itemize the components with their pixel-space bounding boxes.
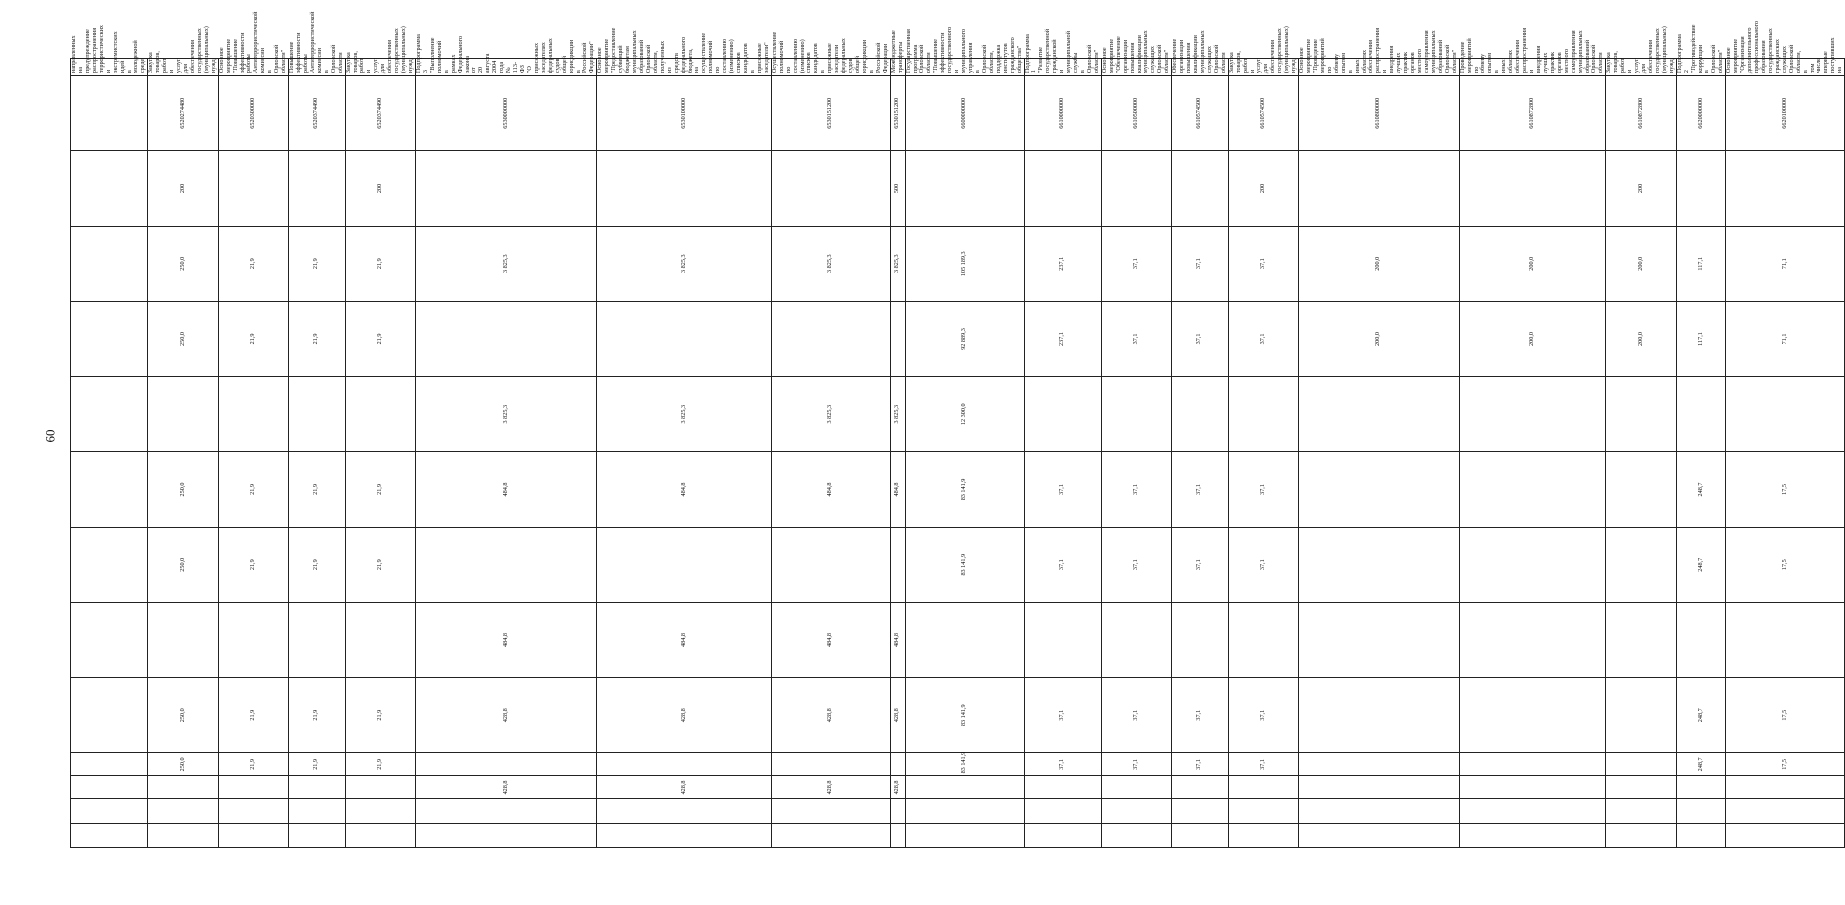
value-cell: 248,7: [1676, 753, 1726, 776]
code-cell: 6520374490: [289, 76, 346, 151]
value-cell: [71, 377, 148, 452]
value-cell: 237,1: [1024, 226, 1101, 301]
value-cell: [1228, 799, 1298, 823]
table-row: [1172, 59, 1229, 848]
value-cell: 37,1: [1228, 527, 1298, 602]
value-cell: [1172, 776, 1229, 799]
value-cell: [71, 823, 148, 847]
value-cell: 37,1: [1024, 452, 1101, 527]
value-cell: 21,9: [345, 678, 415, 753]
value-cell: 248,7: [1676, 527, 1726, 602]
value-cell: [1299, 823, 1460, 847]
value-cell: 21,9: [218, 678, 288, 753]
value-cell: [1726, 823, 1845, 847]
vr-cell: [1101, 151, 1171, 226]
vr-cell: [905, 151, 1024, 226]
value-cell: [1606, 527, 1676, 602]
budget-table-rotated: [70, 11, 1844, 848]
value-cell: [1606, 753, 1676, 776]
value-cell: [218, 377, 288, 452]
value-cell: [1101, 377, 1171, 452]
value-cell: 21,9: [289, 301, 346, 376]
value-cell: [415, 527, 596, 602]
value-cell: 21,9: [289, 226, 346, 301]
code-cell: 6610574500: [1172, 76, 1229, 151]
value-cell: 21,9: [218, 753, 288, 776]
value-cell: [771, 799, 890, 823]
table-row: [1606, 59, 1676, 848]
value-cell: [1459, 823, 1606, 847]
value-cell: [1459, 753, 1606, 776]
name-cell: Осуществление полномочий по составлению (изменению) списков кандидатов в присяжные заседатели федеральных судов общей юрисдикции в Российской Федерации: [771, 59, 890, 76]
value-cell: 21,9: [345, 753, 415, 776]
value-cell: [1459, 799, 1606, 823]
value-cell: [1459, 678, 1606, 753]
value-cell: [71, 799, 148, 823]
value-cell: 37,1: [1024, 753, 1101, 776]
value-cell: [289, 602, 346, 677]
name-cell: Закупка товаров, работ и услуг для обеспечения государственных (муниципальных) нужд: [345, 59, 415, 76]
name-cell: Обеспечение организации повышения квалификации муниципальных служащих Орловской области: [1172, 59, 1229, 76]
value-cell: [415, 823, 596, 847]
value-cell: [1299, 527, 1460, 602]
name-cell: Проведение мероприятий по обмену опытом в иных областях обеспечения распространения и внедрения лучших практик органов местного самоуправления муниципальных образований Орловской области: [1459, 59, 1606, 76]
value-cell: 71,1: [1726, 301, 1845, 376]
value-cell: [597, 527, 771, 602]
value-cell: [890, 301, 905, 376]
value-cell: [1299, 678, 1460, 753]
table-row: [890, 59, 905, 848]
value-cell: [289, 823, 346, 847]
value-cell: 37,1: [1172, 527, 1229, 602]
code-cell: [71, 76, 148, 151]
vr-cell: [771, 151, 890, 226]
value-cell: 92 889,3: [905, 301, 1024, 376]
value-cell: 17,5: [1726, 678, 1845, 753]
value-cell: [71, 226, 148, 301]
name-cell: Основное мероприятие "Проведение мероприятий по обмену опытом в иных областях обеспечения распространения и внедрения лучших практик органов местного самоуправления муниципальных образований Орловской области": [1299, 59, 1460, 76]
value-cell: [1606, 377, 1676, 452]
budget-table: [70, 11, 1845, 848]
value-cell: [1459, 602, 1606, 677]
code-cell: 6610000000: [1024, 76, 1101, 151]
vr-cell: [1459, 151, 1606, 226]
value-cell: [771, 301, 890, 376]
value-cell: 200,0: [1606, 301, 1676, 376]
value-cell: 200,0: [1606, 226, 1676, 301]
value-cell: [71, 678, 148, 753]
value-cell: [1228, 823, 1298, 847]
value-cell: 3 825,3: [771, 377, 890, 452]
value-cell: [771, 527, 890, 602]
value-cell: [905, 776, 1024, 799]
value-cell: 21,9: [289, 753, 346, 776]
value-cell: 21,9: [218, 226, 288, 301]
value-cell: 484,8: [771, 602, 890, 677]
value-cell: 200,0: [1299, 301, 1460, 376]
value-cell: 21,9: [218, 527, 288, 602]
value-cell: [345, 799, 415, 823]
code-cell: 6610574500: [1228, 76, 1298, 151]
code-cell: 6520300000: [218, 76, 288, 151]
value-cell: [415, 753, 596, 776]
vr-cell: [289, 151, 346, 226]
value-cell: 117,1: [1676, 226, 1726, 301]
name-cell: Межбюджетные трансферты: [890, 59, 905, 76]
code-cell: 6600000000: [905, 76, 1024, 151]
value-cell: [71, 301, 148, 376]
value-cell: [1172, 823, 1229, 847]
value-cell: 250,0: [148, 678, 218, 753]
value-cell: 3 825,3: [890, 377, 905, 452]
value-cell: 21,9: [345, 301, 415, 376]
value-cell: [1606, 678, 1676, 753]
table-row: [1101, 59, 1171, 848]
page-number: 60: [42, 429, 58, 443]
value-cell: 83 141,9: [905, 452, 1024, 527]
value-cell: [148, 776, 218, 799]
value-cell: [1299, 799, 1460, 823]
table-row: [148, 59, 218, 848]
value-cell: [1726, 377, 1845, 452]
name-cell: Повышение эффективности работы Антитеррористической комиссии в Орловской области: [289, 59, 346, 76]
value-cell: 83 141,9: [905, 527, 1024, 602]
name-cell: Закупка товаров, работ и услуг для обеспечения государственных (муниципальных) нужд: [148, 59, 218, 76]
value-cell: [218, 776, 288, 799]
table-row: [1228, 59, 1298, 848]
value-cell: [1299, 602, 1460, 677]
code-cell: 6610800000: [1299, 76, 1460, 151]
value-cell: [1299, 377, 1460, 452]
value-cell: [1172, 602, 1229, 677]
value-cell: 21,9: [289, 452, 346, 527]
code-cell: 6610872800: [1459, 76, 1606, 151]
value-cell: 37,1: [1101, 527, 1171, 602]
value-cell: [1676, 776, 1726, 799]
value-cell: [71, 602, 148, 677]
value-cell: 484,8: [597, 602, 771, 677]
name-cell: Подпрограмма 1 "Развитие государственной гражданской и муниципальной службы в Орловской области": [1024, 59, 1101, 76]
value-cell: [890, 753, 905, 776]
vr-cell: [1024, 151, 1101, 226]
value-cell: 428,8: [771, 678, 890, 753]
value-cell: [1459, 527, 1606, 602]
value-cell: 17,5: [1726, 452, 1845, 527]
value-cell: [1726, 776, 1845, 799]
value-cell: 484,8: [415, 602, 596, 677]
value-cell: 37,1: [1024, 678, 1101, 753]
value-cell: [597, 823, 771, 847]
table-body: [70, 11, 1845, 848]
value-cell: [1228, 602, 1298, 677]
vr-cell: [1299, 151, 1460, 226]
value-cell: 21,9: [289, 527, 346, 602]
value-cell: 37,1: [1101, 452, 1171, 527]
table-row: [1459, 59, 1606, 848]
value-cell: 17,5: [1726, 527, 1845, 602]
vr-cell: [1726, 151, 1845, 226]
value-cell: 37,1: [1228, 226, 1298, 301]
value-cell: 200,0: [1459, 226, 1606, 301]
name-cell: Основное мероприятие "Обеспечение организации повышения квалификации муниципальных служащих Орловской области": [1101, 59, 1171, 76]
value-cell: [218, 799, 288, 823]
value-cell: [1228, 377, 1298, 452]
value-cell: 37,1: [1228, 753, 1298, 776]
value-cell: [890, 799, 905, 823]
value-cell: [1676, 799, 1726, 823]
value-cell: [890, 527, 905, 602]
value-cell: 250,0: [148, 226, 218, 301]
value-cell: 21,9: [289, 678, 346, 753]
name-cell: Основное мероприятие "Предоставление субвенций бюджетам муниципальных образований Орловской области, полученных из средств федерального бюджета, на осуществление полномочий по составлению (изменению) списков кандидатов в присяжные заседатели": [597, 59, 771, 76]
value-cell: 250,0: [148, 753, 218, 776]
table-row: [1024, 59, 1101, 848]
value-cell: 37,1: [1172, 678, 1229, 753]
value-cell: 484,8: [415, 452, 596, 527]
vr-cell: [1676, 151, 1726, 226]
value-cell: 105 189,3: [905, 226, 1024, 301]
value-cell: 484,8: [597, 452, 771, 527]
value-cell: 484,8: [771, 452, 890, 527]
value-cell: [1459, 776, 1606, 799]
value-cell: [148, 823, 218, 847]
code-cell: 6530151200: [771, 76, 890, 151]
value-cell: [289, 776, 346, 799]
value-cell: 428,8: [415, 678, 596, 753]
value-cell: 83 141,9: [905, 753, 1024, 776]
value-cell: 428,8: [771, 776, 890, 799]
value-cell: 3 825,3: [771, 226, 890, 301]
value-cell: [771, 753, 890, 776]
vr-cell: [415, 151, 596, 226]
value-cell: 37,1: [1228, 452, 1298, 527]
value-cell: 428,8: [890, 776, 905, 799]
value-cell: 21,9: [345, 226, 415, 301]
value-cell: [71, 452, 148, 527]
value-cell: [345, 602, 415, 677]
value-cell: 200,0: [1459, 301, 1606, 376]
value-cell: [905, 799, 1024, 823]
value-cell: [597, 753, 771, 776]
value-cell: [345, 377, 415, 452]
value-cell: [1459, 452, 1606, 527]
value-cell: 37,1: [1172, 753, 1229, 776]
value-cell: 3 825,3: [597, 226, 771, 301]
vr-cell: 200: [148, 151, 218, 226]
value-cell: [1228, 776, 1298, 799]
value-cell: [1606, 799, 1676, 823]
value-cell: [1172, 377, 1229, 452]
value-cell: [218, 823, 288, 847]
value-cell: 3 825,3: [890, 226, 905, 301]
value-cell: 250,0: [148, 452, 218, 527]
code-cell: 6620000000: [1676, 76, 1726, 151]
value-cell: 200,0: [1299, 226, 1460, 301]
value-cell: 37,1: [1101, 753, 1171, 776]
value-cell: [345, 823, 415, 847]
value-cell: 37,1: [1101, 678, 1171, 753]
value-cell: 37,1: [1228, 301, 1298, 376]
value-cell: [905, 602, 1024, 677]
code-cell: 6530100000: [597, 76, 771, 151]
value-cell: 21,9: [218, 452, 288, 527]
value-cell: 21,9: [345, 527, 415, 602]
name-cell: Подпрограмма 2 "Противодействие коррупции в Орловской области": [1676, 59, 1726, 76]
vr-cell: 200: [345, 151, 415, 226]
value-cell: [289, 799, 346, 823]
value-cell: [1299, 452, 1460, 527]
table-row: [218, 59, 288, 848]
code-cell: 6530151200: [890, 76, 905, 151]
value-cell: [1606, 823, 1676, 847]
table-row: [1676, 59, 1726, 848]
value-cell: [1606, 602, 1676, 677]
value-cell: [1726, 799, 1845, 823]
value-cell: 484,8: [890, 452, 905, 527]
value-cell: [1606, 452, 1676, 527]
value-cell: [597, 799, 771, 823]
code-cell: 6520274480: [148, 76, 218, 151]
vr-cell: 200: [1228, 151, 1298, 226]
vr-cell: 200: [1606, 151, 1676, 226]
value-cell: [415, 799, 596, 823]
value-cell: 428,8: [597, 776, 771, 799]
value-cell: [890, 823, 905, 847]
value-cell: 3 825,3: [597, 377, 771, 452]
value-cell: [1024, 602, 1101, 677]
value-cell: [1676, 823, 1726, 847]
value-cell: 83 141,9: [905, 678, 1024, 753]
value-cell: [1172, 799, 1229, 823]
value-cell: 428,8: [890, 678, 905, 753]
value-cell: 248,7: [1676, 452, 1726, 527]
table-row: [1726, 59, 1845, 848]
name-cell: Подпрограмма 3 "Выполнение полномочий в рамках Федерального закона от 20 августа 2004 года № 113-ФЗ "О присяжных заседателях федеральных судов общей юрисдикции в Российской Федерации": [415, 59, 596, 76]
table-row: [597, 59, 771, 848]
value-cell: [1299, 753, 1460, 776]
value-cell: [71, 753, 148, 776]
value-cell: 428,8: [415, 776, 596, 799]
value-cell: [148, 377, 218, 452]
value-cell: [218, 602, 288, 677]
value-cell: [905, 823, 1024, 847]
value-cell: [1024, 799, 1101, 823]
value-cell: 37,1: [1101, 226, 1171, 301]
value-cell: 37,1: [1228, 678, 1298, 753]
value-cell: [1101, 799, 1171, 823]
table-row: [415, 59, 596, 848]
code-cell: 6620100000: [1726, 76, 1845, 151]
name-cell: направленных на предупреждение распространения террористических и экстремистских идей в молодежной среде: [71, 59, 148, 76]
code-cell: 6610500000: [1101, 76, 1171, 151]
value-cell: [771, 823, 890, 847]
value-cell: [1606, 776, 1676, 799]
value-cell: [148, 602, 218, 677]
value-cell: 3 825,3: [415, 377, 596, 452]
value-cell: [148, 799, 218, 823]
value-cell: 3 825,3: [415, 226, 596, 301]
code-cell: 6530000000: [415, 76, 596, 151]
code-cell: 6610872800: [1606, 76, 1676, 151]
value-cell: 12 300,0: [905, 377, 1024, 452]
value-cell: 21,9: [218, 301, 288, 376]
vr-cell: [71, 151, 148, 226]
table-row: [1299, 59, 1460, 848]
name-cell: Основное мероприятие "Организация дополнительного профессионального образования государственных гражданских служащих Орловской области, в том числе впервые поступивших на: [1726, 59, 1845, 76]
value-cell: 71,1: [1726, 226, 1845, 301]
value-cell: [1101, 823, 1171, 847]
value-cell: 17,5: [1726, 753, 1845, 776]
value-cell: [1024, 776, 1101, 799]
value-cell: [345, 776, 415, 799]
name-cell: Закупка товаров, работ и услуг для обеспечения государственных (муниципальных) нужд: [1228, 59, 1298, 76]
value-cell: [415, 301, 596, 376]
value-cell: 37,1: [1172, 452, 1229, 527]
value-cell: 428,8: [597, 678, 771, 753]
value-cell: 237,1: [1024, 301, 1101, 376]
value-cell: 21,9: [345, 452, 415, 527]
value-cell: [1024, 377, 1101, 452]
value-cell: 37,1: [1101, 301, 1171, 376]
value-cell: [1459, 377, 1606, 452]
name-cell: Государственная программа Орловской области "Повышение эффективности государственного и муниципального управления в Орловской области, поддержка институтов гражданского общества": [905, 59, 1024, 76]
value-cell: [289, 377, 346, 452]
table-row: [289, 59, 346, 848]
value-cell: 248,7: [1676, 678, 1726, 753]
value-cell: [1676, 602, 1726, 677]
value-cell: [1101, 776, 1171, 799]
value-cell: 37,1: [1024, 527, 1101, 602]
vr-cell: 500: [890, 151, 905, 226]
value-cell: [597, 301, 771, 376]
table-row: [345, 59, 415, 848]
vr-cell: [597, 151, 771, 226]
value-cell: [71, 776, 148, 799]
value-cell: 37,1: [1172, 301, 1229, 376]
vr-cell: [1172, 151, 1229, 226]
value-cell: 37,1: [1172, 226, 1229, 301]
table-row: [771, 59, 890, 848]
name-cell: Закупка товаров, работ и услуг для обеспечения государственных (муниципальных) нужд: [1606, 59, 1676, 76]
value-cell: 484,8: [890, 602, 905, 677]
value-cell: [1024, 823, 1101, 847]
value-cell: [1299, 776, 1460, 799]
code-cell: 6520374490: [345, 76, 415, 151]
value-cell: [71, 527, 148, 602]
name-cell: Основное мероприятие "Повышение эффективности работы Антитеррористической комиссии в Орловской области": [218, 59, 288, 76]
value-cell: [1101, 602, 1171, 677]
value-cell: 250,0: [148, 301, 218, 376]
table-row: [905, 59, 1024, 848]
value-cell: [1726, 602, 1845, 677]
value-cell: 117,1: [1676, 301, 1726, 376]
vr-cell: [218, 151, 288, 226]
value-cell: [1676, 377, 1726, 452]
value-cell: 250,0: [148, 527, 218, 602]
table-row: [71, 59, 148, 848]
